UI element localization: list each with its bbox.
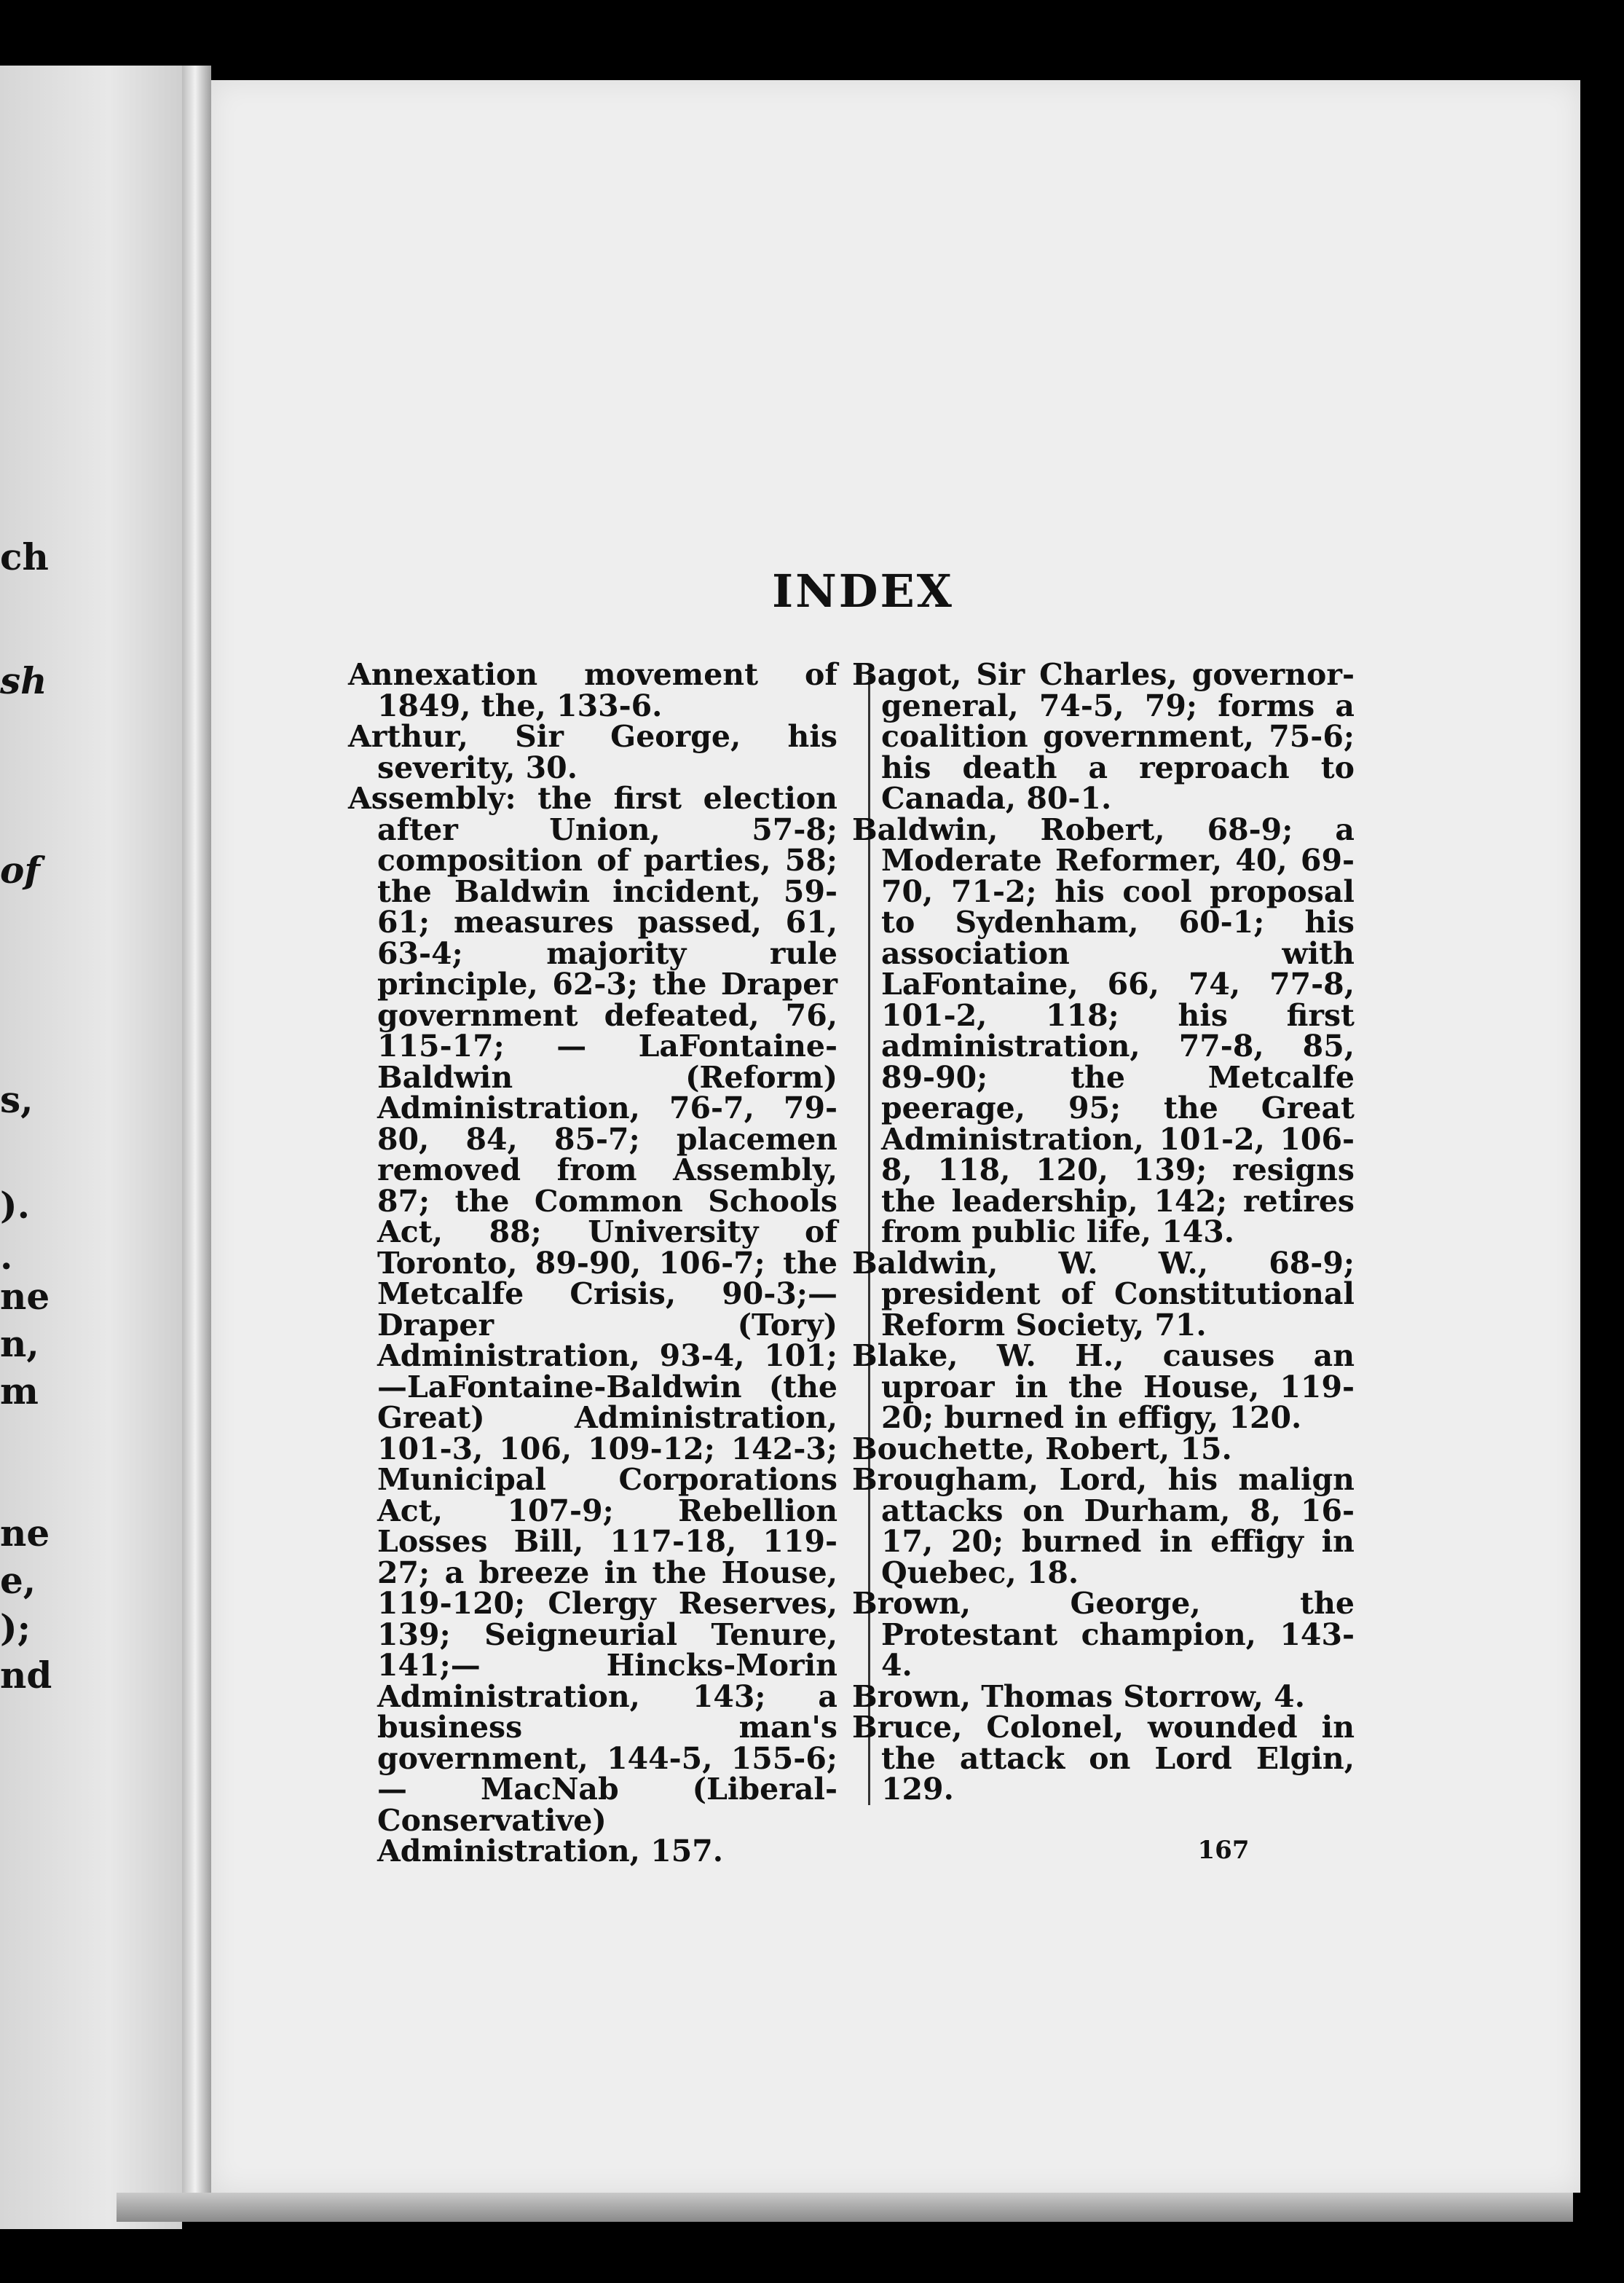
book-spine-gutter [182, 66, 211, 2200]
facing-page-fragment: n, [0, 1322, 39, 1365]
index-entry: Arthur, Sir George, his severity, 30. [348, 719, 837, 785]
facing-page-fragment: ne [0, 1512, 50, 1555]
page-number: 167 [1197, 1836, 1250, 1865]
facing-page-fragment: ). [0, 1184, 31, 1227]
facing-page-fragment: of [0, 849, 40, 892]
facing-page-fragment: ne [0, 1275, 50, 1318]
page-edge [117, 2193, 1573, 2222]
index-entry: Brougham, Lord, his malign attacks on Durham, 8, 16-17, 20; burned in effigy in Quebec, 18. [852, 1462, 1355, 1590]
index-entry: Assembly: the first election after Union, 57-8; composition of parties, 58; the Baldwin incident, 59-61; measures passed, 61, 63-4; majority rule principle, 62-3; the Draper government defeated, 76, 115-17; — LaFontaine-Baldwin (Reform) Administration, 76-7, 79-80, 84, 85-7; placemen removed from Assembly, 87; the Common Schools Act, 88; University of Toronto, 89-90, 106-7; the Metcalfe Crisis, 90-3;— Draper (Tory) Administration, 93-4, 101;—LaFontaine-Baldwin (the Great) Administration, 101-3, 106, 109-12; 142-3; Municipal Corporations Act, 107-9; Rebellion Losses Bill, 117-18, 119-27; a breeze in the House, 119-120; Clergy Reserves, 139; Seigneurial Tenure, 141;— Hincks-Morin Administration, 143; a business man's government, 144-5, 155-6;— MacNab (Liberal-Conservative) Administration, 157. [348, 781, 837, 1869]
facing-page [0, 66, 182, 2229]
facing-page-fragment: e, [0, 1559, 36, 1602]
index-column-left [348, 659, 837, 1867]
facing-page-fragment: sh [0, 659, 47, 702]
facing-page-fragment: nd [0, 1654, 52, 1697]
facing-page-fragment: m [0, 1370, 39, 1412]
index-entry: Baldwin, Robert, 68-9; a Moderate Reformer, 40, 69-70, 71-2; his cool proposal to Sydenham, 60-1; his association with LaFontaine, 66, 74, 77-8, 101-2, 118; his first administration, 77-8, 85, 89-90; the Metcalfe peerage, 95; the Great Administration, 101-2, 106-8, 118, 120, 139; resigns the leadership, 142; retires from public life, 143. [852, 812, 1355, 1249]
index-entry: Baldwin, W. W., 68-9; president of Constitutional Reform Society, 71. [852, 1245, 1355, 1343]
facing-page-fragment: ); [0, 1606, 31, 1649]
index-entry: Bouchette, Robert, 15. [852, 1431, 1232, 1466]
index-entry: Bruce, Colonel, wounded in the attack on Lord Elgin, 129. [852, 1710, 1355, 1807]
index-entry: Brown, Thomas Storrow, 4. [852, 1678, 1305, 1714]
index-entry: Blake, W. H., causes an uproar in the House, 119-20; burned in effigy, 120. [852, 1338, 1355, 1435]
facing-page-fragment: . [0, 1235, 13, 1278]
index-entry: Brown, George, the Protestant champion, 143-4. [852, 1586, 1355, 1683]
index-column-right [852, 659, 1355, 1805]
facing-page-fragment: s, [0, 1078, 33, 1121]
index-entry: Annexation movement of 1849, the, 133-6. [348, 657, 837, 723]
index-title: INDEX [772, 565, 954, 618]
index-entry: Bagot, Sir Charles, governor-general, 74-5, 79; forms a coalition government, 75-6; his death a reproach to Canada, 80-1. [852, 657, 1355, 816]
facing-page-fragment: ch [0, 535, 49, 578]
